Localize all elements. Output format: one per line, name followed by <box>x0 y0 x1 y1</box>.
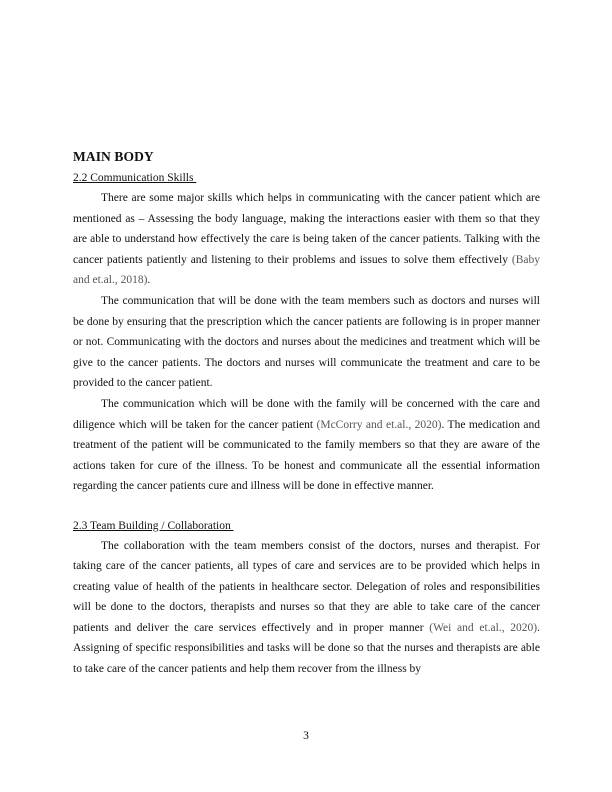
citation-mccorry-2020: (McCorry and et.al., 2020) <box>316 418 442 431</box>
paragraph-text: The collaboration with the team members consist of the doctors, nurses and therapist. For taking care of the cancer patients, all types of care and services are to be provided which helps in creating value of health of the patients in healthcare sector. Delegation of roles and responsibilities will be done to the doctors, therapists and nurses so that they are able to take care of the cancer patients and deliver the care services effectively and in proper manner <box>73 539 540 634</box>
paragraph-text: The communication which will be done with the family will be concerned with the care and diligence which will be taken for the cancer patient <box>73 397 540 431</box>
paragraph-text: The communication that will be done with the team members such as doctors and nurses will be done by ensuring that the prescription which the cancer patients are following is in proper manner or not. Communicating with the doctors and nurses about the medicines and treatment which will be give to the cancer patients. The doctors and nurses will communicate the treatment and care to be provided to the cancer patient. <box>73 294 540 390</box>
citation-baby-2018: (Baby and et.al., 2018) <box>73 253 540 287</box>
paragraph-text-tail: . <box>147 274 151 287</box>
page-number: 3 <box>303 730 309 742</box>
citation-wei-2020: (Wei and et.al., 2020) <box>429 621 538 634</box>
paragraph-text-tail: . The medication and treatment of the patient will be communicated to the family members so that they are aware of the actions taken for cure of the illness. To be honest and communicate all the essential information regarding the cancer patients cure and illness will be done in effective manner. <box>73 418 540 493</box>
paragraph-text-tail: . Assigning of specific responsibilities and tasks will be done so that the nurses and therapists are able to take care of the cancer patients and help them recover from the illness by <box>73 621 540 676</box>
paragraph-communication-skills-1 <box>73 188 540 291</box>
paragraph-communication-skills-2 <box>73 291 540 394</box>
paragraph-communication-skills-3 <box>73 394 540 497</box>
paragraph-text: There are some major skills which helps in communicating with the cancer patient which are mentioned as – Assessing the body language, making the interactions easier with them so that they are able to understand how effectively the care is being taken of the cancer patients. Talking with the cancer patients patiently and listening to their problems and issues to solve them effectively <box>73 192 540 266</box>
section-heading-communication-skills: 2.2 Communication Skills <box>73 172 197 184</box>
section-heading-team-building: 2.3 Team Building / Collaboration <box>73 519 234 532</box>
page-content <box>73 148 540 680</box>
main-body-heading: MAIN BODY <box>73 149 154 164</box>
section-spacer <box>73 497 540 518</box>
paragraph-team-building-1 <box>73 536 540 680</box>
